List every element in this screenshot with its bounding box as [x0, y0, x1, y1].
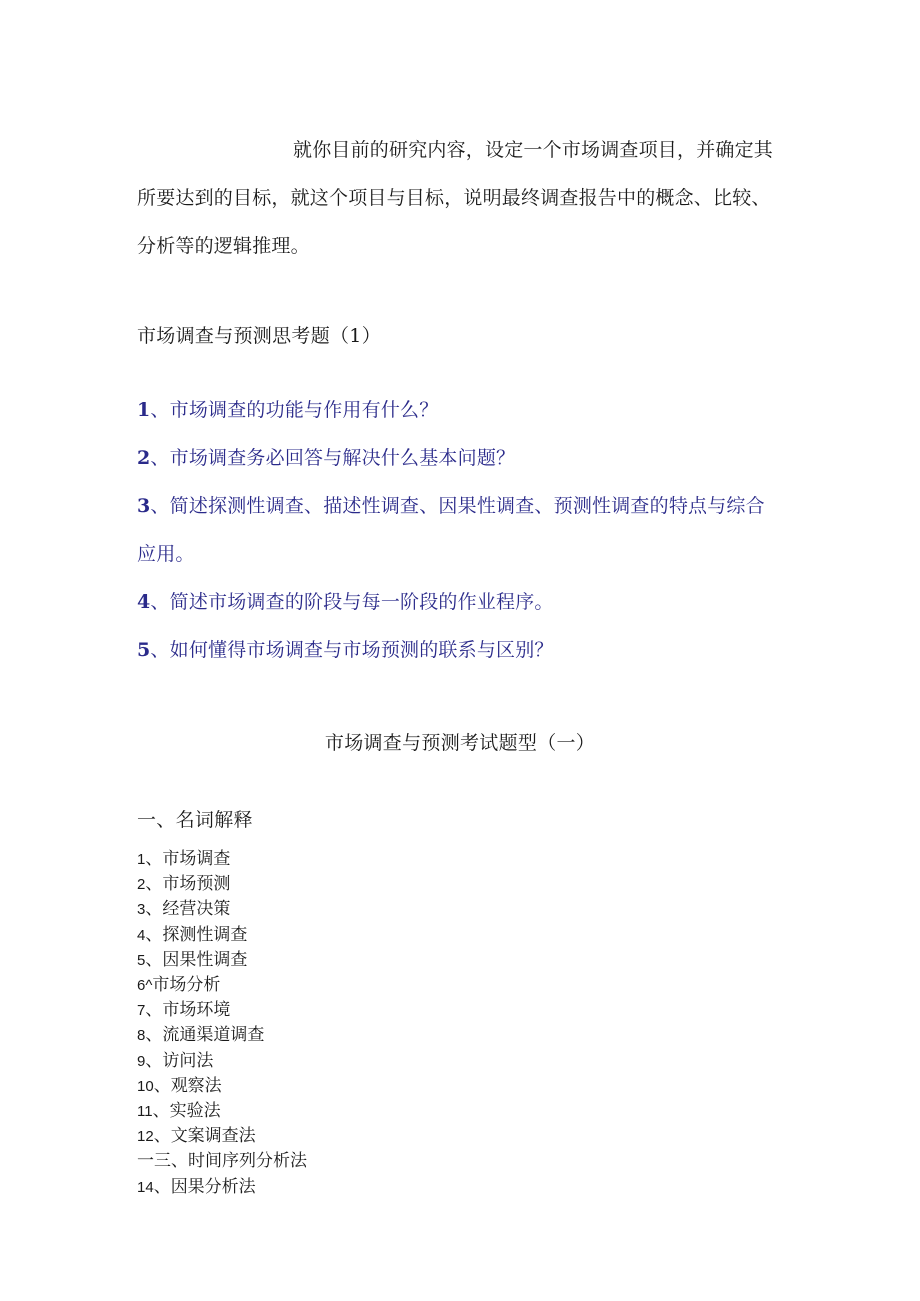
- term-item: [137, 847, 307, 872]
- term-item: [137, 1124, 307, 1149]
- term-separator: 、: [145, 924, 163, 945]
- term-separator: 、: [153, 1075, 171, 1096]
- question-number: 5: [137, 639, 151, 661]
- term-item: [137, 1099, 307, 1124]
- term-item: [137, 1175, 307, 1200]
- term-item: [137, 998, 307, 1023]
- question-item: [137, 626, 777, 674]
- term-separator: 、: [152, 1101, 170, 1122]
- term-number: 4: [137, 926, 146, 944]
- term-number: 12: [137, 1128, 154, 1146]
- term-number: 10: [137, 1077, 154, 1095]
- term-number: 11: [137, 1103, 153, 1121]
- exercise-title: 市场调查与预测思考题（1）: [137, 325, 381, 347]
- term-separator: 、: [145, 849, 163, 869]
- term-text: 观察法: [170, 1075, 222, 1096]
- term-item: [137, 923, 307, 948]
- term-number: 3: [137, 901, 146, 919]
- term-text: 市场调查: [162, 849, 231, 869]
- term-text: 流通渠道调查: [162, 1025, 265, 1046]
- term-separator: 、: [145, 949, 163, 970]
- term-text: 经营决策: [162, 899, 231, 920]
- term-separator: 、: [145, 1000, 163, 1021]
- term-text: 因果性调查: [162, 949, 248, 970]
- term-text: 市场预测: [162, 874, 231, 895]
- question-text: 、如何懂得市场调查与市场预测的联系与区别？: [150, 639, 554, 661]
- term-separator: 、: [153, 1176, 171, 1197]
- question-text: 、市场调查务必回答与解决什么基本问题？: [150, 447, 516, 469]
- term-number: 6^: [137, 977, 153, 995]
- question-number: 2: [137, 447, 151, 469]
- term-separator: 、: [145, 1025, 163, 1046]
- term-number: 14: [137, 1178, 154, 1196]
- term-number: 7: [137, 1002, 146, 1020]
- term-item: [137, 1049, 307, 1074]
- term-text: 一三、时间序列分析法: [137, 1151, 307, 1172]
- term-item: [137, 872, 307, 897]
- question-item: [137, 482, 777, 578]
- term-number: 2: [137, 876, 146, 894]
- term-text: 实验法: [169, 1101, 221, 1122]
- exam-title: 市场调查与预测考试题型（一）: [324, 732, 596, 754]
- term-item: [137, 948, 307, 973]
- term-number: 8: [137, 1027, 146, 1045]
- intro-paragraph: 就你目前的研究内容，设定一个市场调查项目，并确定其所要达到的目标，就这个项目与目标，说明最终调查报告中的概念、比较、分析等的逻辑推理。: [137, 139, 774, 257]
- question-text: 、简述探测性调查、描述性调查、因果性调查、预测性调查的特点与综合应用。: [137, 495, 765, 565]
- question-number: 1: [137, 399, 151, 421]
- term-text: 市场分析: [152, 975, 221, 996]
- question-item: [137, 434, 777, 482]
- term-item: [137, 1023, 307, 1048]
- term-list: [137, 847, 307, 1200]
- term-separator: 、: [145, 1050, 163, 1071]
- term-text: 探测性调查: [162, 924, 248, 945]
- term-number: 1: [137, 851, 146, 868]
- term-separator: 、: [145, 874, 163, 895]
- term-number: 9: [137, 1052, 146, 1070]
- term-separator: 、: [153, 1126, 171, 1147]
- question-list: [137, 386, 777, 674]
- term-item: [137, 1074, 307, 1099]
- term-item: [137, 973, 307, 998]
- question-item: [137, 578, 777, 626]
- term-item: [137, 897, 307, 922]
- term-text: 因果分析法: [170, 1176, 256, 1197]
- section-heading: 一、名词解释: [137, 809, 253, 831]
- term-item: [137, 1149, 307, 1174]
- term-text: 访问法: [162, 1050, 214, 1071]
- question-text: 、简述市场调查的阶段与每一阶段的作业程序。: [150, 591, 554, 613]
- question-number: 4: [137, 591, 151, 613]
- term-text: 文案调查法: [170, 1126, 256, 1147]
- question-number: 3: [137, 495, 151, 517]
- question-text: 、市场调查的功能与作用有什么？: [150, 399, 439, 421]
- term-number: 5: [137, 951, 146, 969]
- question-item: [137, 386, 777, 434]
- term-separator: 、: [145, 899, 163, 920]
- term-text: 市场环境: [162, 1000, 231, 1021]
